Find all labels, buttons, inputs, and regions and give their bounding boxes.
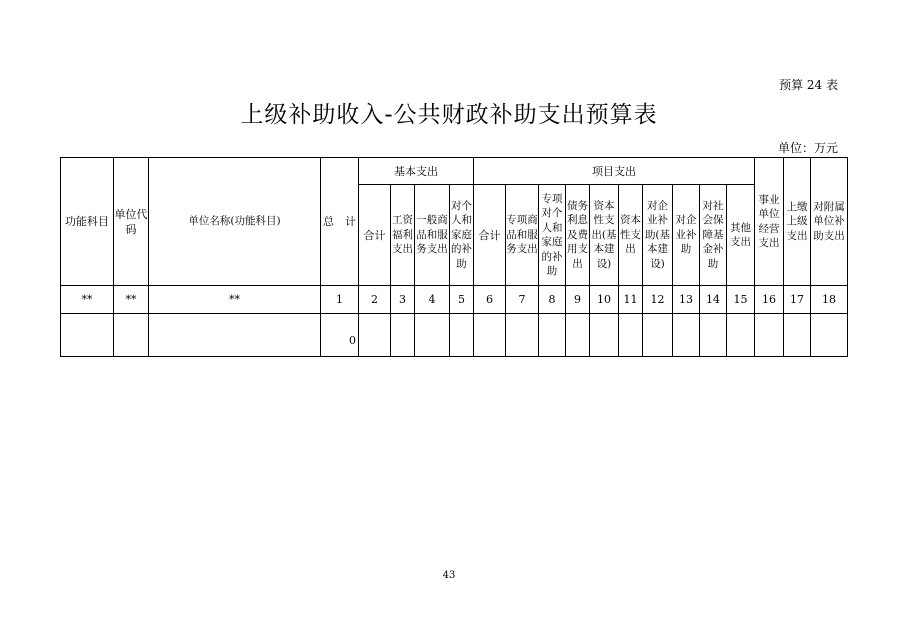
data-cell (391, 314, 415, 357)
header-basic-total: 合计 (359, 185, 391, 286)
page-number: 43 (442, 570, 456, 581)
header-project-goods-services: 专项商品和服务支出 (506, 185, 539, 286)
header-unit-code: 单位代码 (114, 158, 149, 286)
index-cell: ** (61, 286, 114, 314)
header-business-expense: 事业单位经营支出 (755, 158, 784, 286)
header-project-debt-interest: 债务利息及费用支出 (566, 185, 590, 286)
data-cell (727, 314, 755, 357)
data-cell (474, 314, 506, 357)
index-cell: 4 (415, 286, 450, 314)
header-project-total: 合计 (474, 185, 506, 286)
index-cell: 10 (590, 286, 619, 314)
index-cell: 13 (673, 286, 700, 314)
data-cell (415, 314, 450, 357)
data-cell (149, 314, 321, 357)
data-cell (61, 314, 114, 357)
index-cell: 16 (755, 286, 784, 314)
index-cell: 6 (474, 286, 506, 314)
index-cell: ** (149, 286, 321, 314)
header-project-household-subsidy: 专项对个人和家庭的补助 (539, 185, 566, 286)
header-basic-wages: 工资福利支出 (391, 185, 415, 286)
data-cell (811, 314, 848, 357)
data-cell (114, 314, 149, 357)
data-total-cell: 0 (321, 314, 359, 357)
index-cell: 7 (506, 286, 539, 314)
data-cell (700, 314, 727, 357)
header-upper-expense: 上缴上级支出 (784, 158, 811, 286)
header-function-subject: 功能科目 (61, 158, 114, 286)
page-label: 预算 24 表 (779, 78, 838, 92)
data-cell (643, 314, 673, 357)
data-cell (450, 314, 474, 357)
header-total: 总 计 (321, 158, 359, 286)
header-subordinate-subsidy: 对附属单位补助支出 (811, 158, 848, 286)
index-cell: 12 (643, 286, 673, 314)
data-cell (755, 314, 784, 357)
header-project-enterprise: 对企业补助 (673, 185, 700, 286)
data-cell (506, 314, 539, 357)
index-cell: ** (114, 286, 149, 314)
header-project-enterprise-construction: 对企业补助(基本建设) (643, 185, 673, 286)
index-cell: 9 (566, 286, 590, 314)
index-cell: 1 (321, 286, 359, 314)
index-row (61, 286, 848, 314)
index-cell: 18 (811, 286, 848, 314)
index-cell: 14 (700, 286, 727, 314)
data-cell (590, 314, 619, 357)
index-cell: 11 (619, 286, 643, 314)
data-cell (566, 314, 590, 357)
index-cell: 2 (359, 286, 391, 314)
header-basic-goods-services: 一般商品和服务支出 (415, 185, 450, 286)
index-cell: 5 (450, 286, 474, 314)
data-cell (784, 314, 811, 357)
data-cell (619, 314, 643, 357)
header-group-basic: 基本支出 (359, 158, 474, 185)
index-cell: 17 (784, 286, 811, 314)
header-unit-name: 单位名称(功能科目) (149, 158, 321, 286)
header-project-other: 其他支出 (727, 185, 755, 286)
unit-label: 单位：万元 (777, 141, 838, 155)
budget-table (60, 157, 848, 357)
header-group-project: 项目支出 (474, 158, 755, 185)
data-cell (539, 314, 566, 357)
document-title: 上级补助收入-公共财政补助支出预算表 (240, 102, 658, 128)
header-project-capital-construction: 资本性支出(基本建设) (590, 185, 619, 286)
index-cell: 3 (391, 286, 415, 314)
data-cell (673, 314, 700, 357)
index-cell: 15 (727, 286, 755, 314)
header-basic-household-subsidy: 对个人和家庭的补助 (450, 185, 474, 286)
data-row (61, 314, 848, 357)
header-project-social-security: 对社会保障基金补助 (700, 185, 727, 286)
data-cell (359, 314, 391, 357)
header-project-capital: 资本性支出 (619, 185, 643, 286)
index-cell: 8 (539, 286, 566, 314)
